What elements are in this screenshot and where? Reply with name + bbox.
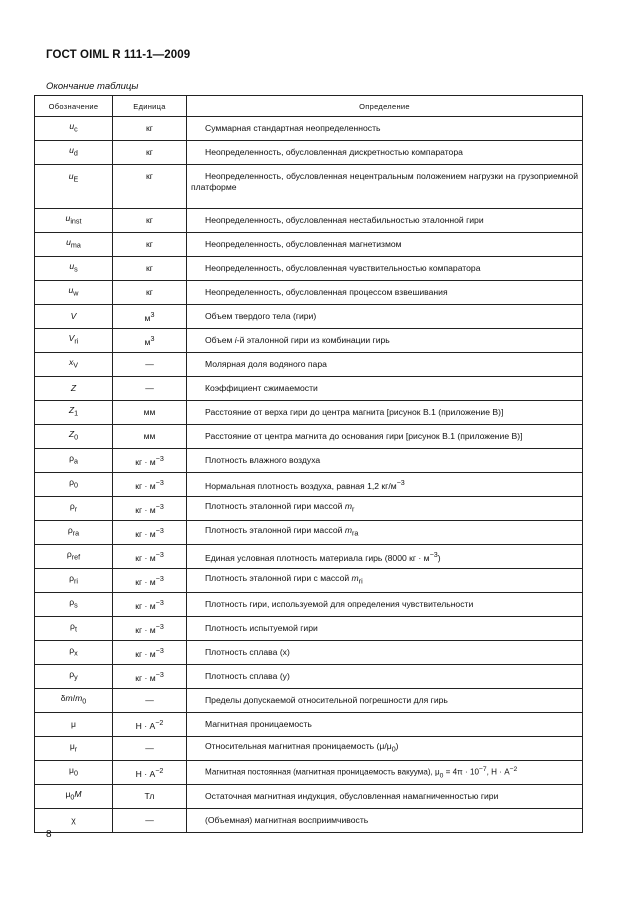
symbol-cell: Z	[35, 377, 113, 401]
definition-cell: Относительная магнитная проницаемость $(\mu/\mu_0)$	[187, 737, 583, 761]
unit-cell: Тл	[113, 785, 187, 809]
definition-cell: Неопределенность, обусловленная чувствительностью компаратора	[187, 257, 583, 281]
symbol-cell: $u_E$	[35, 165, 113, 209]
symbol-cell: $\mu_r$	[35, 737, 113, 761]
table-row	[35, 305, 583, 329]
table-row	[35, 569, 583, 593]
table-row	[35, 593, 583, 617]
table-row	[35, 257, 583, 281]
definition-cell: Нормальная плотность воздуха, равная 1,2 $кг/м^{-3}$	[187, 473, 583, 497]
definition-cell: Объем i-й эталонной гири из комбинации гирь	[187, 329, 583, 353]
unit-cell: кг · $м^{-3}$	[113, 521, 187, 545]
symbol-cell: $\rho_{ri}$	[35, 569, 113, 593]
unit-cell: кг · $м^{-3}$	[113, 593, 187, 617]
table-row	[35, 713, 583, 737]
definition-cell: Остаточная магнитная индукция, обусловленная намагниченностью гири	[187, 785, 583, 809]
symbol-cell: $\rho_x$	[35, 641, 113, 665]
symbol-cell: $Z_0$	[35, 425, 113, 449]
definition-cell: Плотность эталонной гири с массой $m_{ri}$	[187, 569, 583, 593]
table-row	[35, 737, 583, 761]
symbol-cell: $\rho_y$	[35, 665, 113, 689]
table-row	[35, 785, 583, 809]
table-body	[35, 117, 583, 833]
table-header-row	[35, 96, 583, 117]
unit-cell: кг · $м^{-3}$	[113, 641, 187, 665]
unit-cell: кг · $м^{-3}$	[113, 497, 187, 521]
definition-cell: Магнитная проницаемость	[187, 713, 583, 737]
unit-cell: —	[113, 809, 187, 833]
symbol-cell: $\rho_0$	[35, 473, 113, 497]
symbol-cell: $Z_1$	[35, 401, 113, 425]
table-row	[35, 689, 583, 713]
symbol-cell: $\rho_a$	[35, 449, 113, 473]
symbol-cell: $x_V$	[35, 353, 113, 377]
definition-cell: Неопределенность, обусловленная дискретностью компаратора	[187, 141, 583, 165]
table-row	[35, 329, 583, 353]
symbol-cell: $u_{inst}$	[35, 209, 113, 233]
definition-cell: Плотность эталонной гири массой $m_{ra}$	[187, 521, 583, 545]
unit-cell: кг	[113, 257, 187, 281]
table-row	[35, 117, 583, 141]
symbol-cell: χ	[35, 809, 113, 833]
symbol-cell: $\delta m/m_0$	[35, 689, 113, 713]
table-row	[35, 209, 583, 233]
table-row	[35, 545, 583, 569]
table-row	[35, 233, 583, 257]
unit-cell: кг	[113, 117, 187, 141]
symbol-cell: $\mu_0$	[35, 761, 113, 785]
definition-cell: Плотность гири, используемой для определения чувствительности	[187, 593, 583, 617]
document-header: ГОСТ OIML R 111-1—2009	[46, 49, 191, 61]
symbol-cell: $\mu_0M$	[35, 785, 113, 809]
definition-cell: Неопределенность, обусловленная магнетизмом	[187, 233, 583, 257]
symbol-cell: $u_c$	[35, 117, 113, 141]
table-row	[35, 281, 583, 305]
unit-cell: кг	[113, 209, 187, 233]
column-header-definition: Определение	[187, 96, 583, 117]
definition-cell: Магнитная постоянная (магнитная проницаемость вакуума), $\mu_0 = 4\pi \cdot 10^{-7}$, $Н \cdot А^{-2}$	[187, 761, 583, 785]
definition-cell: Коэффициент сжимаемости	[187, 377, 583, 401]
unit-cell: кг · $м^{-3}$	[113, 569, 187, 593]
definition-cell: Объем твердого тела (гири)	[187, 305, 583, 329]
unit-cell: мм	[113, 401, 187, 425]
table-caption: Окончание таблицы	[46, 81, 139, 92]
unit-cell: кг	[113, 165, 187, 209]
unit-cell: кг · $м^{-3}$	[113, 665, 187, 689]
symbol-cell: $\rho_t$	[35, 617, 113, 641]
symbol-cell: $\rho_s$	[35, 593, 113, 617]
page-number: 8	[46, 829, 52, 840]
unit-cell: кг	[113, 233, 187, 257]
symbol-cell: $u_w$	[35, 281, 113, 305]
symbol-cell: V	[35, 305, 113, 329]
table-row	[35, 141, 583, 165]
symbols-table	[34, 95, 583, 833]
unit-cell: кг · $м^{-3}$	[113, 617, 187, 641]
table-row	[35, 617, 583, 641]
symbol-cell: $\rho_{ref}$	[35, 545, 113, 569]
column-header-unit: Единица	[113, 96, 187, 117]
unit-cell: —	[113, 737, 187, 761]
table-row	[35, 401, 583, 425]
unit-cell: кг	[113, 281, 187, 305]
unit-cell: $м^3$	[113, 329, 187, 353]
table-row	[35, 473, 583, 497]
definition-cell: Плотность влажного воздуха	[187, 449, 583, 473]
definition-cell: Плотность сплава (y)	[187, 665, 583, 689]
table-row	[35, 641, 583, 665]
definition-cell: Суммарная стандартная неопределенность	[187, 117, 583, 141]
unit-cell: $Н \cdot А^{-2}$	[113, 713, 187, 737]
symbol-cell: $\rho_{ra}$	[35, 521, 113, 545]
table-row	[35, 809, 583, 833]
symbol-cell: $u_{ma}$	[35, 233, 113, 257]
table-row	[35, 425, 583, 449]
table-row	[35, 449, 583, 473]
symbol-cell: $\rho_r$	[35, 497, 113, 521]
definition-cell: Молярная доля водяного пара	[187, 353, 583, 377]
definition-cell: Пределы допускаемой относительной погрешности для гирь	[187, 689, 583, 713]
table-row	[35, 377, 583, 401]
symbol-cell: μ	[35, 713, 113, 737]
symbol-cell: $V_{ri}$	[35, 329, 113, 353]
definition-cell: Расстояние от верха гири до центра магнита [рисунок В.1 (приложение В)]	[187, 401, 583, 425]
unit-cell: —	[113, 353, 187, 377]
unit-cell: $м^3$	[113, 305, 187, 329]
table-row	[35, 165, 583, 209]
definition-cell: Неопределенность, обусловленная процессом взвешивания	[187, 281, 583, 305]
definition-cell: Расстояние от центра магнита до основания гири [рисунок В.1 (приложение В)]	[187, 425, 583, 449]
unit-cell: $Н \cdot А^{-2}$	[113, 761, 187, 785]
table-row	[35, 353, 583, 377]
definition-cell: Плотность сплава (x)	[187, 641, 583, 665]
unit-cell: кг	[113, 141, 187, 165]
unit-cell: кг · $м^{-3}$	[113, 449, 187, 473]
unit-cell: кг · $м^{-3}$	[113, 545, 187, 569]
table-row	[35, 761, 583, 785]
definition-cell: Неопределенность, обусловленная нецентральным положением нагрузки на грузоприемной платформе	[187, 165, 583, 209]
definition-cell: Неопределенность, обусловленная нестабильностью эталонной гири	[187, 209, 583, 233]
definition-cell: Единая условная плотность материала гирь (8000 кг · $м^{-3}$)	[187, 545, 583, 569]
symbol-cell: $u_d$	[35, 141, 113, 165]
symbol-cell: $u_s$	[35, 257, 113, 281]
definition-cell: Плотность эталонной гири массой $m_r$	[187, 497, 583, 521]
column-header-symbol: Обозначение	[35, 96, 113, 117]
table-row	[35, 665, 583, 689]
definition-cell: Плотность испытуемой гири	[187, 617, 583, 641]
definition-cell: (Объемная) магнитная восприимчивость	[187, 809, 583, 833]
table-row	[35, 521, 583, 545]
unit-cell: —	[113, 689, 187, 713]
table-row	[35, 497, 583, 521]
unit-cell: кг · $м^{-3}$	[113, 473, 187, 497]
unit-cell: —	[113, 377, 187, 401]
unit-cell: мм	[113, 425, 187, 449]
